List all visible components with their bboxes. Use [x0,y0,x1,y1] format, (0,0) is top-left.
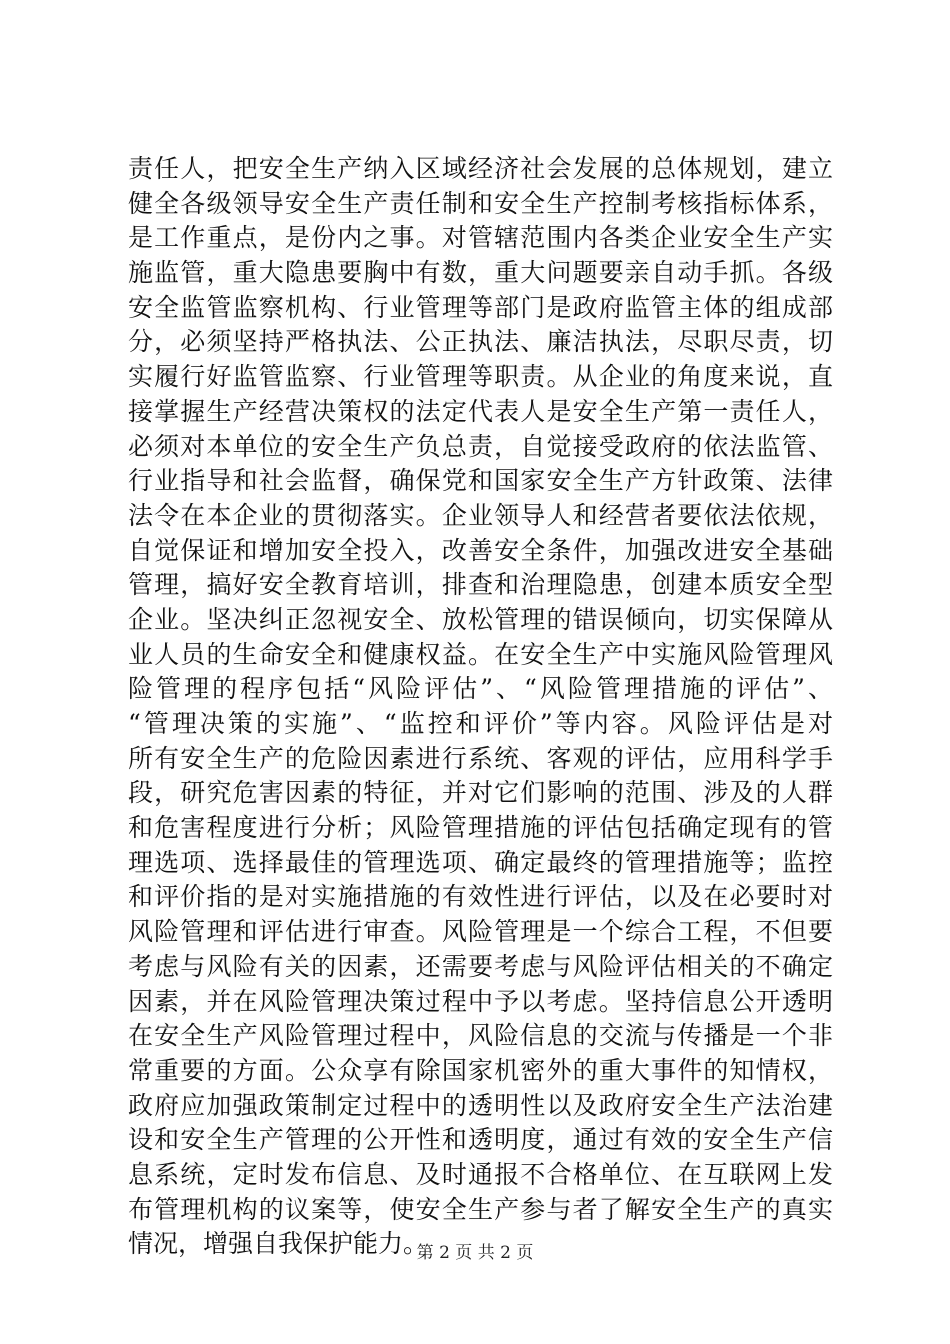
text-line: 施监管，重大隐患要胸中有数，重大问题要亲自动手抓。各级 [128,258,833,288]
text-line: 管理，搞好安全教育培训，排查和治理隐患，创建本质安全型 [128,570,833,600]
text-line: 所有安全生产的危险因素进行系统、客观的评估，应用科学手 [128,743,833,773]
text-line: 必须对本单位的安全生产负总责，自觉接受政府的依法监管、 [128,431,833,461]
text-line: 接掌握生产经营决策权的法定代表人是安全生产第一责任人， [128,396,833,426]
text-line: 布管理机构的议案等，使安全生产参与者了解安全生产的真实 [128,1194,833,1224]
text-line: 安全监管监察机构、行业管理等部门是政府监管主体的组成部 [128,292,833,322]
text-line: 考虑与风险有关的因素，还需要考虑与风险评估相关的不确定 [128,951,833,981]
text-line: “管理决策的实施”、“监控和评价”等内容。风险评估是对 [128,709,833,738]
text-line: 在安全生产风险管理过程中，风险信息的交流与传播是一个非 [128,1021,833,1051]
text-line: 和评价指的是对实施措施的有效性进行评估，以及在必要时对 [128,882,833,912]
body-text [128,152,833,1262]
text-line: 风险管理和评估进行审查。风险管理是一个综合工程，不但要 [128,917,833,947]
text-line: 健全各级领导安全生产责任制和安全生产控制考核指标体系， [128,188,833,218]
text-line: 和危害程度进行分析；风险管理措施的评估包括确定现有的管 [128,813,833,843]
text-line: 理选项、选择最佳的管理选项、确定最终的管理措施等；监控 [128,847,833,877]
text-line: 行业指导和社会监督，确保党和国家安全生产方针政策、法律 [128,466,833,496]
text-line: 自觉保证和增加安全投入，改善安全条件，加强改进安全基础 [128,535,833,565]
text-line: 业人员的生命安全和健康权益。在安全生产中实施风险管理风 [128,639,833,669]
text-line: 实履行好监管监察、行业管理等职责。从企业的角度来说，直 [128,362,833,392]
text-line: 分，必须坚持严格执法、公正执法、廉洁执法，尽职尽责，切 [128,327,833,357]
text-line: 段，研究危害因素的特征，并对它们影响的范围、涉及的人群 [128,778,833,808]
text-line: 企业。坚决纠正忽视安全、放松管理的错误倾向，切实保障从 [128,604,833,634]
text-line: 常重要的方面。公众享有除国家机密外的重大事件的知情权， [128,1055,833,1085]
page-number-footer: 第 2 页 共 2 页 [416,1243,534,1263]
text-line: 政府应加强政策制定过程中的透明性以及政府安全生产法治建 [128,1090,833,1120]
text-line: 法令在本企业的贯彻落实。企业领导人和经营者要依法依规， [128,500,833,530]
text-line: 责任人，把安全生产纳入区域经济社会发展的总体规划，建立 [128,154,833,183]
text-line: 因素，并在风险管理决策过程中予以考虑。坚持信息公开透明 [128,986,833,1016]
text-line: 设和安全生产管理的公开性和透明度，通过有效的安全生产信 [128,1125,833,1155]
text-line: 息系统，定时发布信息、及时通报不合格单位、在互联网上发 [128,1159,833,1189]
text-line: 情况，增强自我保护能力。 [128,1229,429,1259]
text-line: 险管理的程序包括“风险评估”、“风险管理措施的评估”、 [128,674,833,704]
text-line: 是工作重点，是份内之事。对管辖范围内各类企业安全生产实 [128,223,833,253]
